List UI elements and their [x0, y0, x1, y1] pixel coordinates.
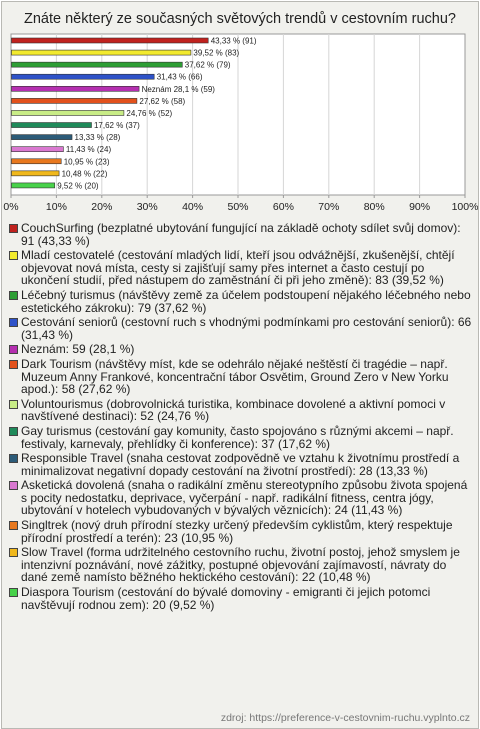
chart-title: Znáte některý ze současných světových trendů v cestovním ruchu?	[24, 11, 456, 27]
legend-item	[8, 479, 474, 517]
bar-data-label: 39,52 % (83)	[193, 48, 240, 58]
bar	[12, 171, 60, 176]
legend-swatch	[9, 400, 18, 409]
legend-label: Voluntourismus (dobrovolnická turistika, kombinace dovolené a aktivní pomoci v navštívené destinaci): 52 (24,76 %)	[21, 396, 446, 424]
x-tick-label: 90%	[409, 201, 431, 213]
legend-swatch	[9, 427, 18, 436]
legend-item	[8, 316, 474, 341]
bar-data-label: Neznám 28,1 % (59)	[141, 84, 215, 94]
legend-label: Responsible Travel (snaha cestovat zodpovědně ve vztahu k životnímu prostředí a minimalizovat negativní dopady cestování na životní prostředí): 28 (13,33 %)	[21, 451, 460, 478]
legend-swatch	[9, 251, 18, 260]
legend-label: Gay turismus (cestování gay komunity, často spojováno s různými akcemi – např. festivaly, karnevaly, přehlídky či konference): 37 (17,62 %)	[21, 423, 454, 451]
bar	[12, 38, 209, 43]
bar-data-label: 17,62 % (37)	[93, 121, 140, 131]
legend-swatch	[9, 588, 18, 597]
x-axis-ticks	[3, 195, 478, 213]
x-tick-label: 50%	[227, 201, 249, 213]
legend-swatch	[9, 481, 18, 490]
bar-data-label: 37,62 % (79)	[184, 60, 231, 70]
x-tick-label: 30%	[136, 201, 158, 213]
legend-label: Asketická dovolená (snaha o radikální změnu stereotypního způsobu života spojená s pocity nedostatku, deprivace, vyčerpání - např. radikální fitness, centra jógy, ubytování v hotelech vybudovaných v bývalých věznicích): 24 (11,43 %)	[21, 478, 468, 518]
bar	[12, 147, 64, 152]
legend-swatch	[9, 521, 18, 530]
legend-item	[8, 358, 474, 396]
legend-label: Neznám: 59 (28,1 %)	[21, 342, 135, 357]
x-tick-label: 60%	[272, 201, 294, 213]
x-tick-label: 20%	[91, 201, 113, 213]
legend-label: Cestování seniorů (cestovní ruch s vhodnými podmínkami pro cestování seniorů): 66 (31,43 %)	[21, 315, 472, 342]
legend-label: Slow Travel (forma udržitelného cestovního ruchu, životní postoj, jehož smyslem je intenzivní poznávání, nové zážitky, postupné objevování zajímavostí, návraty do dané země namísto běžného hektického cestování): 22 (10,48 %)	[21, 545, 460, 585]
bar-data-label: 27,62 % (58)	[139, 96, 186, 106]
bar	[12, 86, 140, 91]
legend-item	[8, 546, 474, 584]
legend-swatch	[9, 454, 18, 463]
bar-data-label: 31,43 % (66)	[156, 72, 203, 82]
legend-label: Singltrek (nový druh přírodní stezky určený především cyklistům, který respektuje přírodní prostředí a terén): 23 (10,95 %)	[21, 518, 453, 545]
legend	[8, 222, 474, 613]
bar-data-label: 10,48 % (22)	[61, 169, 108, 179]
legend-swatch	[9, 224, 18, 233]
x-tick-label: 40%	[182, 201, 204, 213]
legend-label: Dark Tourism (návštěvy míst, kde se odehrálo nějaké neštěstí či tragédie – např. Muzeum Anny Frankové, koncentrační tábor Osvětim, Ground Zero v New Yorku apod.): 58 (27,62 %)	[21, 356, 449, 397]
legend-item	[8, 425, 474, 450]
legend-swatch	[9, 318, 18, 327]
bar	[12, 50, 191, 55]
bar-chart-plot	[2, 2, 478, 217]
bar	[12, 159, 62, 164]
legend-label: Diaspora Tourism (cestování do bývalé domoviny - emigranti či jejich potomci navštěvují rodnou zem): 20 (9,52 %)	[21, 585, 431, 612]
x-tick-label: 100%	[451, 201, 478, 213]
source-note: zdroj: https://preference-v-cestovnim-ruchu.vyplnto.cz	[220, 712, 470, 724]
x-tick-label: 10%	[45, 201, 67, 213]
legend-label: CouchSurfing (bezplatné ubytování fungující na základě ochoty sdílet svůj domov): 91 (43,33 %)	[21, 221, 461, 248]
bar-data-label: 9,52 % (20)	[57, 181, 99, 191]
bar	[12, 62, 183, 67]
bar	[12, 98, 137, 103]
legend-swatch	[9, 548, 18, 557]
bar-data-label: 10,95 % (23)	[63, 157, 110, 167]
bar-data-label: 24,76 % (52)	[126, 108, 173, 118]
legend-item	[8, 343, 474, 356]
legend-swatch	[9, 291, 18, 300]
bar-data-label: 13,33 % (28)	[74, 133, 121, 143]
legend-item	[8, 586, 474, 611]
bar	[12, 123, 92, 128]
x-tick-label: 0%	[3, 201, 19, 213]
bar	[12, 74, 155, 79]
legend-label: Léčebný turismus (návštěvy země za účelem podstoupení nějakého léčebného nebo estetického zákroku): 79 (37,62 %)	[21, 287, 471, 315]
legend-item	[8, 249, 474, 287]
bar	[12, 110, 124, 115]
bar	[12, 183, 55, 188]
legend-swatch	[9, 360, 18, 369]
bar-data-label: 43,33 % (91)	[210, 36, 257, 46]
legend-item	[8, 519, 474, 544]
bar	[12, 135, 73, 140]
x-tick-label: 70%	[318, 201, 340, 213]
chart-frame	[1, 1, 479, 729]
legend-item	[8, 222, 474, 247]
legend-swatch	[9, 345, 18, 354]
bar-data-label: 11,43 % (24)	[65, 145, 112, 155]
legend-item	[8, 398, 474, 423]
legend-label: Mladí cestovatelé (cestování mladých lidí, kteří jsou odvážnější, zkušenější, chtějí objevovat nová místa, cesty si zajišťují samy přes internet a často cestují po ukončení studií, před nástupem do zaměstnání či při jeho změně): 83 (39,52 %)	[21, 248, 455, 288]
legend-item	[8, 289, 474, 314]
x-tick-label: 80%	[363, 201, 385, 213]
legend-item	[8, 452, 474, 477]
